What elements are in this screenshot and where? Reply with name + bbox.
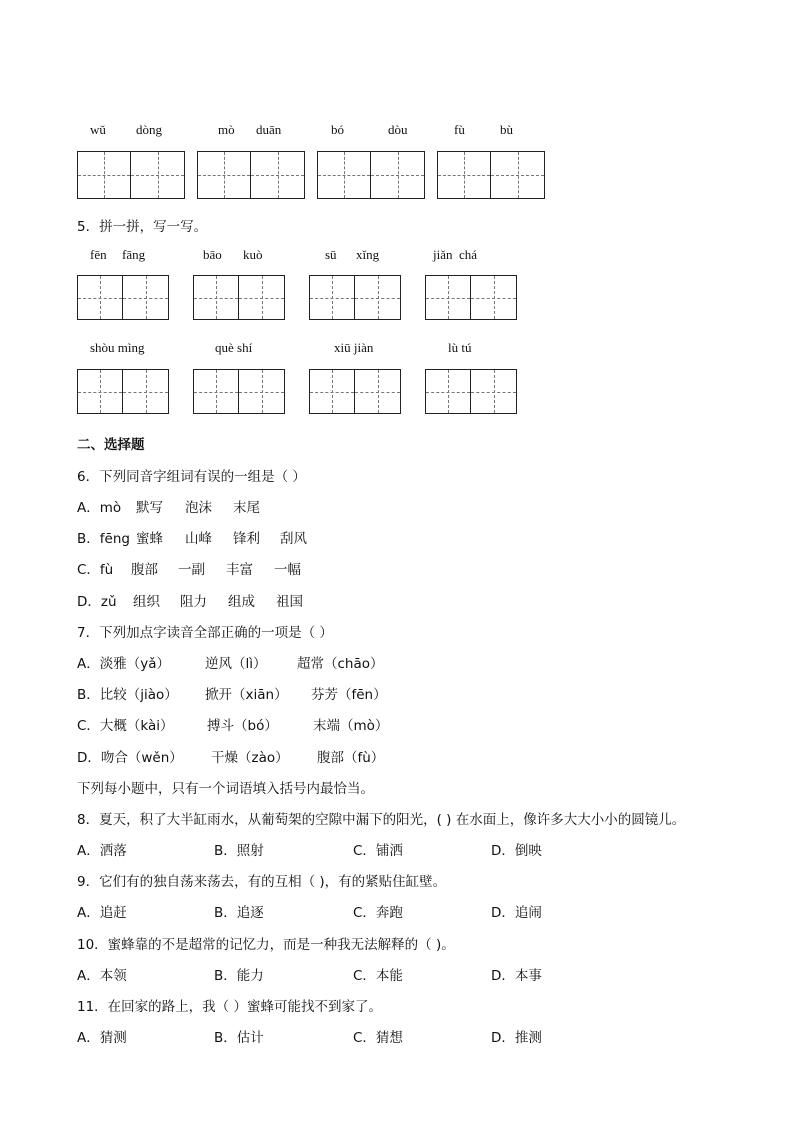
option-word: 一幅 [274,562,301,578]
option-C[interactable]: C．猜想 [353,1030,403,1046]
writing-cell[interactable] [239,369,285,414]
writing-cell[interactable] [123,275,169,320]
option-D[interactable]: D．倒映 [491,843,542,859]
writing-cell[interactable] [425,369,471,414]
option-word: 逆风（lì） [205,656,267,672]
pinyin-label: jiǎn [433,247,453,262]
option-word: 泡沫 [185,500,212,516]
writing-box[interactable] [193,369,285,414]
writing-cell[interactable] [309,369,355,414]
option-A[interactable]: A．洒落 [77,843,127,859]
option-word: 腹部 [131,562,158,578]
option-word: 组织 [133,594,160,610]
writing-box[interactable] [317,151,425,199]
writing-box[interactable] [309,275,401,320]
option-word: 锋利 [233,531,260,547]
writing-cell[interactable] [193,275,239,320]
option-label[interactable]: D．zǔ [77,594,117,610]
option-C[interactable]: C．奔跑 [353,905,403,921]
pinyin-label: lù tú [448,340,472,355]
option-B[interactable]: B．照射 [214,843,264,859]
option-word: 一副 [178,562,205,578]
option-word: 腹部（fù） [317,750,385,766]
writing-cell[interactable] [425,275,471,320]
option-A[interactable]: A．追赶 [77,905,127,921]
option-word: 山峰 [185,531,212,547]
writing-cell[interactable] [197,151,251,199]
option-B[interactable]: B．估计 [214,1030,264,1046]
option-label[interactable]: B．比较（jiào） [77,687,178,703]
writing-cell[interactable] [471,369,517,414]
writing-box[interactable] [437,151,545,199]
option-C[interactable]: C．铺洒 [353,843,403,859]
option-word: 末尾 [233,500,260,516]
option-word: 末端（mò） [313,718,389,734]
option-word: 芬芳（fēn） [311,687,387,703]
question-10-stem: 10．蜜蜂靠的不是超常的记忆力，而是一种我无法解释的（ )。 [77,937,455,953]
pinyin-label: chá [459,247,478,262]
writing-cell[interactable] [193,369,239,414]
pinyin-label: xǐng [356,247,380,262]
option-word: 丰富 [226,562,253,578]
question-11-stem: 11．在回家的路上，我（ ）蜜蜂可能找不到家了。 [77,999,382,1015]
option-D[interactable]: D．追闹 [491,905,542,921]
writing-cell[interactable] [437,151,491,199]
pinyin-label: fāng [122,247,146,262]
pinyin-label: fù [454,122,465,137]
pinyin-label: bó [331,122,344,137]
pinyin-label: mò [218,122,235,137]
option-A[interactable]: A．本领 [77,968,127,984]
writing-box[interactable] [197,151,305,199]
pinyin-label: què shí [215,340,253,355]
writing-box[interactable] [77,369,169,414]
option-word: 刮风 [280,531,307,547]
question-8-stem: 8．夏天，积了大半缸雨水，从葡萄架的空隙中漏下的阳光，( ) 在水面上，像许多大大小小的圆镜儿。 [77,812,686,828]
option-D[interactable]: D．本事 [491,968,542,984]
option-B[interactable]: B．追逐 [214,905,264,921]
option-label[interactable]: C．大概（kài） [77,718,174,734]
writing-cell[interactable] [251,151,305,199]
option-word: 阻力 [180,594,207,610]
writing-cell[interactable] [77,369,123,414]
pinyin-label: sū [325,247,337,262]
writing-cell[interactable] [355,369,401,414]
writing-box[interactable] [193,275,285,320]
writing-cell[interactable] [471,275,517,320]
option-D[interactable]: D．推测 [491,1030,542,1046]
writing-cell[interactable] [317,151,371,199]
writing-box[interactable] [425,369,517,414]
question-7-stem: 7．下列加点字读音全部正确的一项是（ ） [77,625,333,641]
option-word: 蜜蜂 [136,531,163,547]
writing-cell[interactable] [491,151,545,199]
pinyin-label: xiū jiàn [334,340,374,355]
option-word: 掀开（xiān） [205,687,288,703]
pinyin-label: dòng [136,122,162,137]
option-word: 超常（chāo） [297,656,384,672]
pinyin-label: bù [500,122,513,137]
writing-cell[interactable] [239,275,285,320]
pinyin-label: fēn [90,247,107,262]
option-label[interactable]: B．fēng [77,531,130,547]
writing-cell[interactable] [77,275,123,320]
writing-box[interactable] [77,151,185,199]
pinyin-label: bāo [203,247,222,262]
option-word: 默写 [136,500,163,516]
option-C[interactable]: C．本能 [353,968,403,984]
question-5-title: 5．拼一拼，写一写。 [77,219,208,235]
option-word: 搏斗（bó） [207,718,278,734]
writing-cell[interactable] [371,151,425,199]
writing-box[interactable] [425,275,517,320]
instruction-text: 下列每小题中，只有一个词语填入括号内最恰当。 [77,781,374,797]
writing-box[interactable] [309,369,401,414]
writing-cell[interactable] [123,369,169,414]
pinyin-label: wǔ [90,122,106,137]
option-word: 祖国 [276,594,303,610]
question-9-stem: 9．它们有的独自荡来荡去，有的互相（ )，有的紧贴住缸壁。 [77,874,447,890]
option-B[interactable]: B．能力 [214,968,264,984]
writing-cell[interactable] [355,275,401,320]
option-label[interactable]: D．吻合（wěn） [77,750,183,766]
writing-cell[interactable] [77,151,131,199]
writing-cell[interactable] [309,275,355,320]
pinyin-label: shòu mìng [90,340,145,355]
pinyin-label: kuò [243,247,263,262]
writing-cell[interactable] [131,151,185,199]
pinyin-label: duān [256,122,282,137]
pinyin-label: dòu [388,122,408,137]
option-word: 组成 [228,594,255,610]
option-label[interactable]: C．fù [77,562,114,578]
option-A[interactable]: A．猜测 [77,1030,127,1046]
question-6-stem: 6．下列同音字组词有误的一组是（ ） [77,469,306,485]
option-label[interactable]: A．淡雅（yǎ） [77,656,170,672]
section-heading: 二、选择题 [77,437,145,453]
option-label[interactable]: A．mò [77,500,122,516]
writing-box[interactable] [77,275,169,320]
option-word: 干燥（zào） [211,750,289,766]
